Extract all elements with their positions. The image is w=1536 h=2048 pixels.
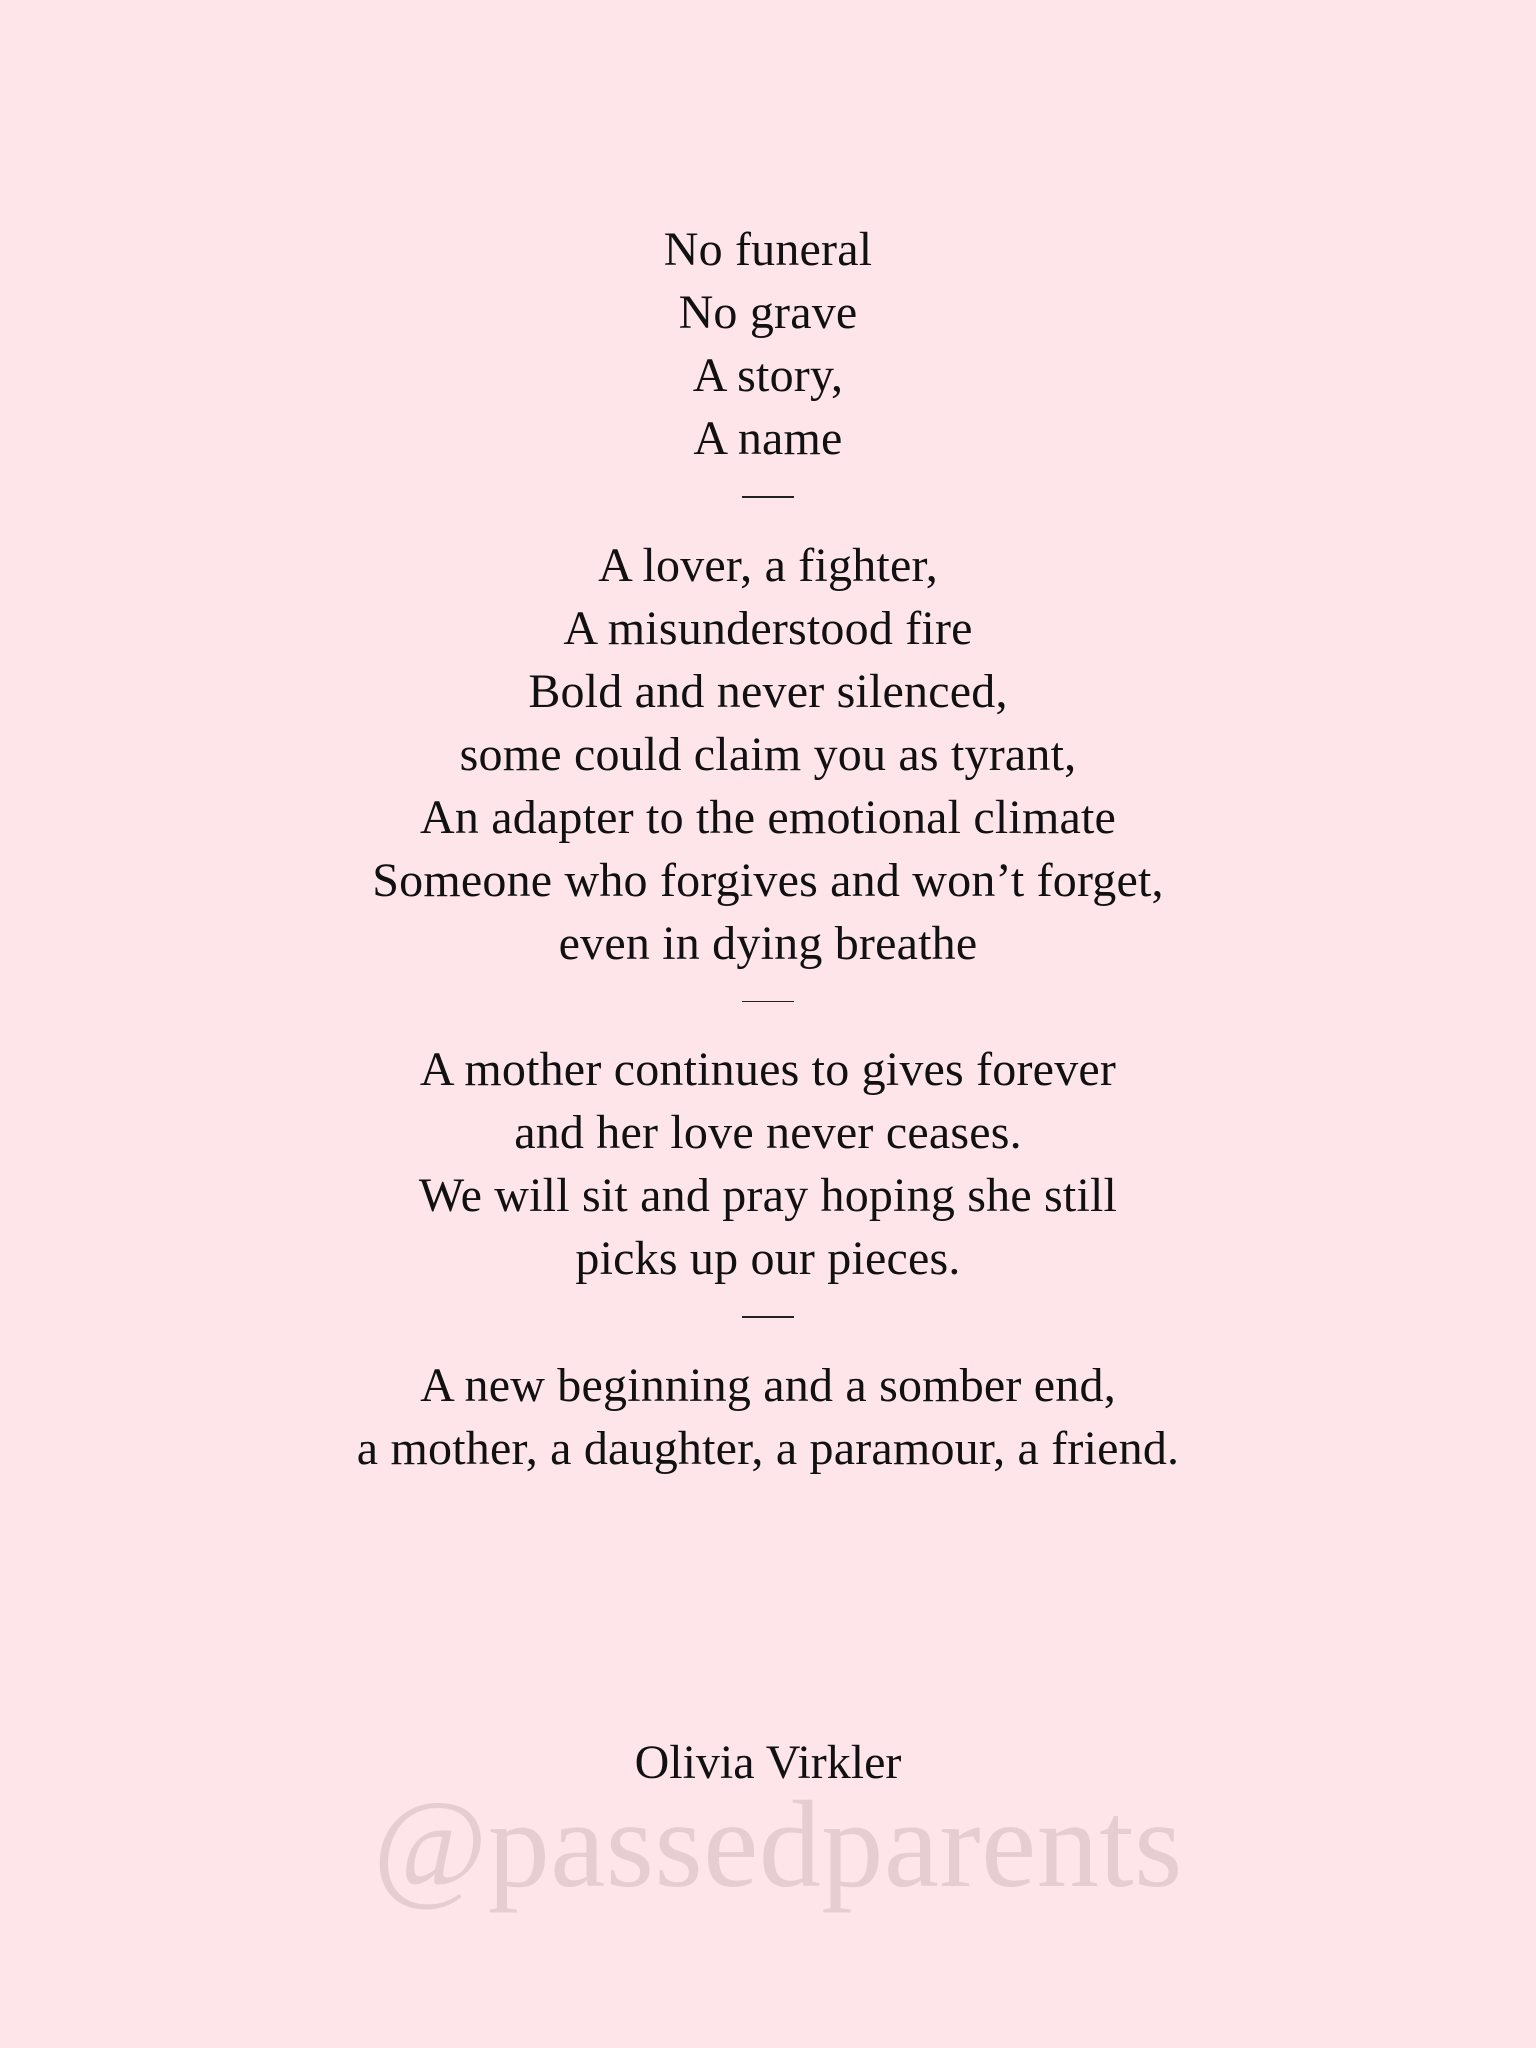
stanza-2 bbox=[0, 534, 1536, 975]
poem-line: picks up our pieces. bbox=[575, 1232, 961, 1285]
poem-line: Bold and never silenced, bbox=[528, 664, 1008, 718]
stanza-1 bbox=[0, 218, 1536, 470]
poem-line: We will sit and pray hoping she still bbox=[418, 1169, 1118, 1222]
poem-line: A lover, a fighter, bbox=[598, 538, 938, 592]
watermark-handle: @passedparents bbox=[373, 1776, 1183, 1913]
stanza-4 bbox=[0, 1354, 1536, 1480]
poem-line: A misunderstood fire bbox=[563, 601, 973, 655]
poem-line: Someone who forgives and won’t forget, bbox=[372, 853, 1164, 907]
poem-line: even in dying breathe bbox=[558, 916, 978, 970]
poem-line: An adapter to the emotional climate bbox=[419, 790, 1117, 844]
poem-line: A mother continues to gives forever bbox=[419, 1043, 1117, 1096]
poem-line: No grave bbox=[678, 286, 858, 339]
stanza-3 bbox=[0, 1038, 1536, 1290]
stanza-divider bbox=[742, 496, 794, 498]
poem-line: A new beginning and a somber end, bbox=[420, 1358, 1116, 1412]
poem-line: A name bbox=[693, 412, 843, 465]
stanza-divider bbox=[742, 1001, 794, 1003]
author-name: Olivia Virkler bbox=[634, 1736, 902, 1789]
poem-line: A story, bbox=[692, 349, 844, 402]
poem-line: some could claim you as tyrant, bbox=[459, 727, 1077, 781]
poem bbox=[0, 218, 1536, 1480]
poem-line: and her love never ceases. bbox=[514, 1106, 1022, 1159]
stanza-divider bbox=[742, 1316, 794, 1318]
poem-line: a mother, a daughter, a paramour, a friend. bbox=[356, 1421, 1180, 1475]
poem-line: No funeral bbox=[663, 223, 873, 276]
